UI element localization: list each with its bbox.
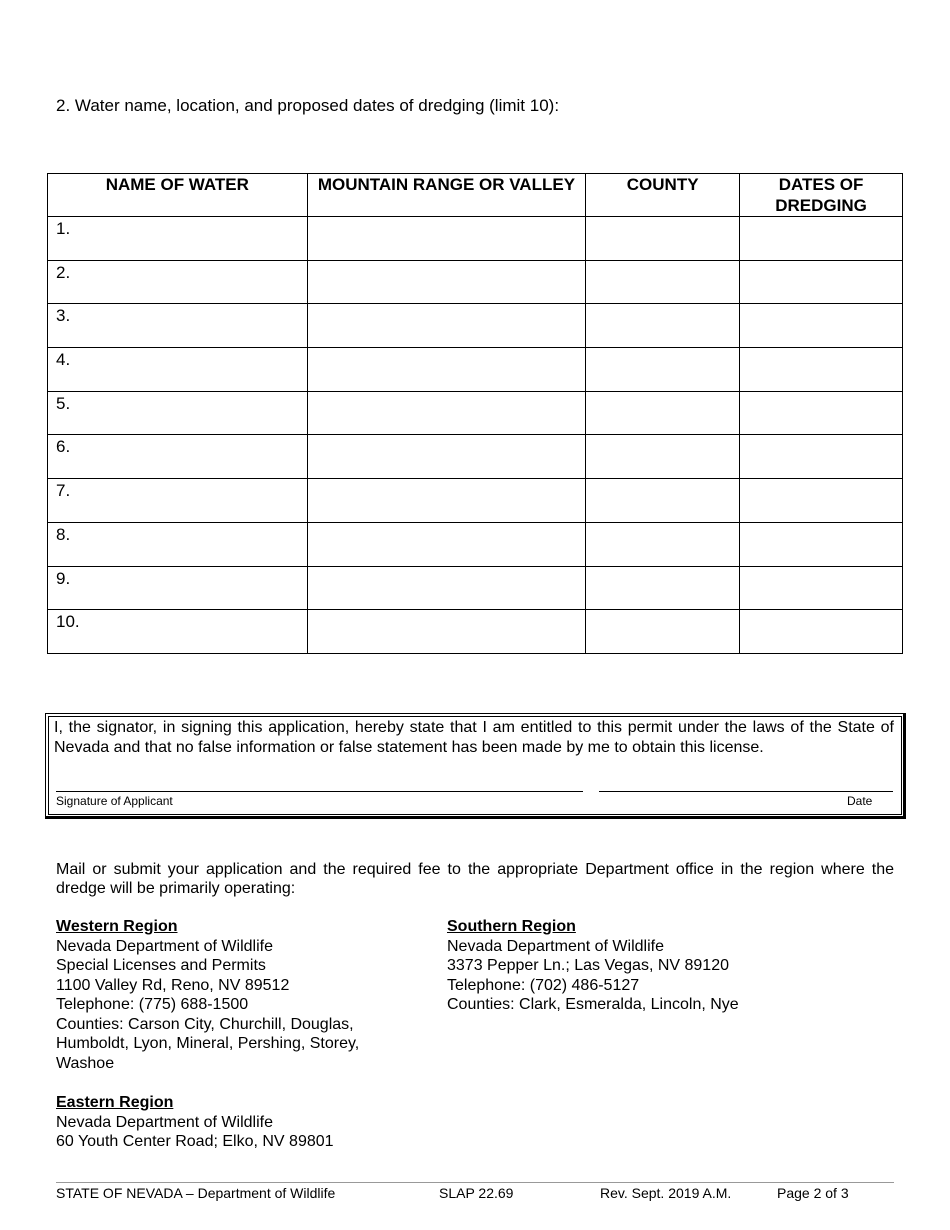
name-of-water-cell[interactable] (48, 348, 308, 392)
mountain-range-cell[interactable] (307, 522, 586, 566)
county-cell[interactable] (586, 304, 740, 348)
header-mountain-range: MOUNTAIN RANGE OR VALLEY (307, 174, 586, 217)
southern-region-line: 3373 Pepper Ln.; Las Vegas, NV 89120 (447, 957, 729, 974)
dates-of-dredging-cell[interactable] (740, 391, 903, 435)
date-label: Date (847, 794, 873, 808)
dates-of-dredging-cell[interactable] (740, 260, 903, 304)
footer-page-number: Page 2 of 3 (777, 1185, 849, 1201)
mountain-range-cell[interactable] (307, 260, 586, 304)
dates-of-dredging-cell[interactable] (740, 348, 903, 392)
southern-region-line: Nevada Department of Wildlife (447, 937, 664, 955)
table-row (48, 479, 903, 523)
footer-agency: STATE OF NEVADA – Department of Wildlife (56, 1185, 336, 1201)
signature-label: Signature of Applicant (56, 794, 173, 808)
header-county: COUNTY (586, 174, 740, 217)
county-cell[interactable] (586, 610, 740, 654)
western-region-line: Nevada Department of Wildlife (56, 937, 273, 955)
dates-of-dredging-cell[interactable] (740, 435, 903, 479)
county-cell[interactable] (586, 217, 740, 261)
footer-revision: Rev. Sept. 2019 A.M. (600, 1185, 732, 1201)
southern-region-line: Counties: Clark, Esmeralda, Lincoln, Nye (447, 996, 739, 1013)
western-region (56, 917, 359, 1073)
eastern-region-line: Nevada Department of Wildlife (56, 1113, 273, 1131)
dates-of-dredging-cell[interactable] (740, 522, 903, 566)
name-of-water-cell[interactable] (48, 260, 308, 304)
eastern-region-line: 60 Youth Center Road; Elko, NV 89801 (56, 1133, 334, 1150)
name-of-water-cell[interactable] (48, 566, 308, 610)
table-row (48, 217, 903, 261)
name-of-water-cell[interactable] (48, 217, 308, 261)
county-cell[interactable] (586, 522, 740, 566)
name-of-water-cell[interactable] (48, 391, 308, 435)
mountain-range-cell[interactable] (307, 610, 586, 654)
dates-of-dredging-cell[interactable] (740, 304, 903, 348)
southern-region-title: Southern Region (447, 918, 576, 935)
county-cell[interactable] (586, 479, 740, 523)
mail-instructions: Mail or submit your application and the required fee to the appropriate Department office in the region where the dredge will be primarily operating: (56, 861, 894, 897)
mountain-range-cell[interactable] (307, 566, 586, 610)
western-region-line: Humboldt, Lyon, Mineral, Pershing, Storey, (56, 1035, 360, 1052)
header-name-of-water: NAME OF WATER (48, 174, 308, 217)
table-header-row (48, 174, 903, 217)
county-cell[interactable] (586, 260, 740, 304)
county-cell[interactable] (586, 348, 740, 392)
signature-line[interactable] (56, 791, 583, 792)
row-number: 4. (56, 350, 71, 370)
row-number: 1. (56, 219, 71, 238)
row-number: 9. (56, 568, 71, 588)
mountain-range-cell[interactable] (307, 217, 586, 261)
dredging-table (47, 173, 903, 654)
name-of-water-cell[interactable] (48, 479, 308, 523)
western-region-line: 1100 Valley Rd, Reno, NV 89512 (56, 976, 290, 994)
dates-of-dredging-cell[interactable] (740, 479, 903, 523)
name-of-water-cell[interactable] (48, 435, 308, 479)
table-row (48, 304, 903, 348)
mountain-range-cell[interactable] (307, 304, 586, 348)
county-cell[interactable] (586, 566, 740, 610)
name-of-water-cell[interactable] (48, 304, 308, 348)
western-region-line: Counties: Carson City, Churchill, Douglas, (56, 1015, 354, 1033)
row-number: 8. (56, 524, 71, 544)
eastern-region (56, 1093, 334, 1152)
southern-region-line: Telephone: (702) 486-5127 (447, 976, 640, 994)
table-row (48, 610, 903, 654)
mountain-range-cell[interactable] (307, 391, 586, 435)
row-number: 10. (56, 612, 80, 632)
certification-box (45, 713, 906, 819)
footer-form-id: SLAP 22.69 (439, 1185, 514, 1201)
mountain-range-cell[interactable] (307, 435, 586, 479)
row-number: 7. (56, 481, 71, 501)
dates-of-dredging-cell[interactable] (740, 610, 903, 654)
mountain-range-cell[interactable] (307, 348, 586, 392)
certification-statement: I, the signator, in signing this application, hereby state that I am entitled to this permit under the laws of the State of Nevada and that no false information or false statement has been made by me to obtain this license. (54, 719, 894, 756)
southern-region (447, 917, 739, 1015)
footer-divider (56, 1182, 894, 1183)
dates-of-dredging-cell[interactable] (740, 217, 903, 261)
dates-of-dredging-cell[interactable] (740, 566, 903, 610)
table-row (48, 391, 903, 435)
row-number: 3. (56, 306, 71, 326)
row-number: 6. (56, 437, 71, 457)
name-of-water-cell[interactable] (48, 610, 308, 654)
western-region-line: Special Licenses and Permits (56, 957, 266, 974)
western-region-title: Western Region (56, 918, 178, 935)
table-row (48, 260, 903, 304)
western-region-line: Washoe (56, 1054, 115, 1072)
county-cell[interactable] (586, 391, 740, 435)
eastern-region-title: Eastern Region (56, 1094, 174, 1111)
row-number: 5. (56, 393, 71, 413)
table-row (48, 566, 903, 610)
row-number: 2. (56, 262, 71, 282)
table-row (48, 348, 903, 392)
table-row (48, 522, 903, 566)
section-heading: 2. Water name, location, and proposed dates of dredging (limit 10): (56, 96, 560, 115)
western-region-line: Telephone: (775) 688-1500 (56, 996, 249, 1013)
county-cell[interactable] (586, 435, 740, 479)
mountain-range-cell[interactable] (307, 479, 586, 523)
date-line[interactable] (599, 791, 893, 792)
name-of-water-cell[interactable] (48, 522, 308, 566)
header-dates-of-dredging: DATES OF DREDGING (740, 174, 903, 217)
table-row (48, 435, 903, 479)
